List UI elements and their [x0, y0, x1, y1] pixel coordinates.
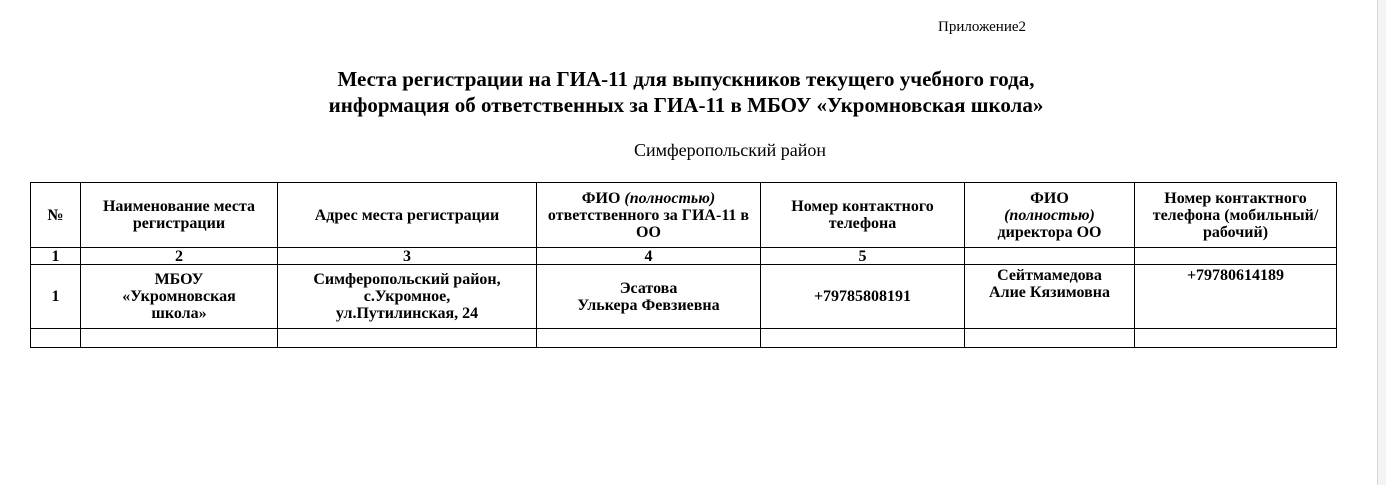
table-row-empty: [31, 329, 1337, 348]
cell-address: [278, 265, 537, 329]
responsible-name-line: Улькера Февзиевна: [577, 296, 720, 314]
column-number: 2: [81, 248, 278, 265]
cell-responsible-phone: +79785808191: [761, 265, 965, 329]
column-number: 5: [761, 248, 965, 265]
header-num: №: [31, 183, 81, 248]
cell-responsible-name: [537, 265, 761, 329]
header-responsible-fio-a: ФИО: [581, 189, 625, 207]
responsible-name-line: Эсатова: [619, 279, 678, 297]
district-name: Симферопольский район: [633, 140, 827, 160]
header-director-fio: [965, 183, 1135, 248]
empty-cell: [761, 329, 965, 348]
column-numbers-row: [31, 248, 1337, 265]
registration-table: [30, 182, 1337, 348]
place-name-line: «Укромновская: [122, 288, 236, 305]
header-responsible-phone: Номер контактного телефона: [761, 183, 965, 248]
address-line: Симферопольский район,: [313, 271, 501, 288]
column-number: [1135, 248, 1337, 265]
address-line: ул.Путилинская, 24: [335, 305, 479, 322]
header-responsible-fio-italic: (полностью): [624, 189, 716, 207]
cell-director-name: [965, 265, 1135, 329]
header-director-fio-italic: (полностью): [1004, 206, 1095, 224]
empty-cell: [81, 329, 278, 348]
column-number: [965, 248, 1135, 265]
viewer-scroll-edge[interactable]: [1377, 0, 1386, 485]
title-line-1: Места регистрации на ГИА-11 для выпускников текущего учебного года,: [337, 67, 1035, 91]
empty-cell: [537, 329, 761, 348]
document-title: [0, 66, 1372, 118]
header-responsible-fio: [537, 183, 761, 248]
cell-place-name: [81, 265, 278, 329]
header-address: Адрес места регистрации: [278, 183, 537, 248]
column-number: 4: [537, 248, 761, 265]
address-line: с.Укромное,: [363, 288, 451, 305]
director-name-line: Алие Кязимовна: [989, 284, 1110, 301]
title-line-2: информация об ответственных за ГИА-11 в МБОУ «Укромновская школа»: [328, 93, 1044, 117]
header-director-fio-b: директора ОО: [997, 223, 1102, 241]
table-row: [31, 265, 1337, 329]
cell-num: 1: [31, 265, 81, 329]
empty-cell: [965, 329, 1135, 348]
header-responsible-fio-b: ответственного за ГИА-11 в ОО: [547, 206, 750, 241]
table-header-row: [31, 183, 1337, 248]
header-place-name: Наименование места регистрации: [81, 183, 278, 248]
empty-cell: [278, 329, 537, 348]
empty-cell: [1135, 329, 1337, 348]
cell-director-phone: +79780614189: [1135, 265, 1337, 329]
header-director-fio-a: ФИО: [1030, 189, 1069, 207]
header-director-phone: Номер контактного телефона (мобильный/рабочий): [1135, 183, 1337, 248]
director-name-line: Сейтмамедова: [997, 267, 1102, 284]
column-number: 1: [31, 248, 81, 265]
place-name-line: школа»: [151, 305, 207, 322]
empty-cell: [31, 329, 81, 348]
column-number: 3: [278, 248, 537, 265]
appendix-label: Приложение2: [938, 19, 1027, 35]
place-name-line: МБОУ: [154, 271, 204, 288]
